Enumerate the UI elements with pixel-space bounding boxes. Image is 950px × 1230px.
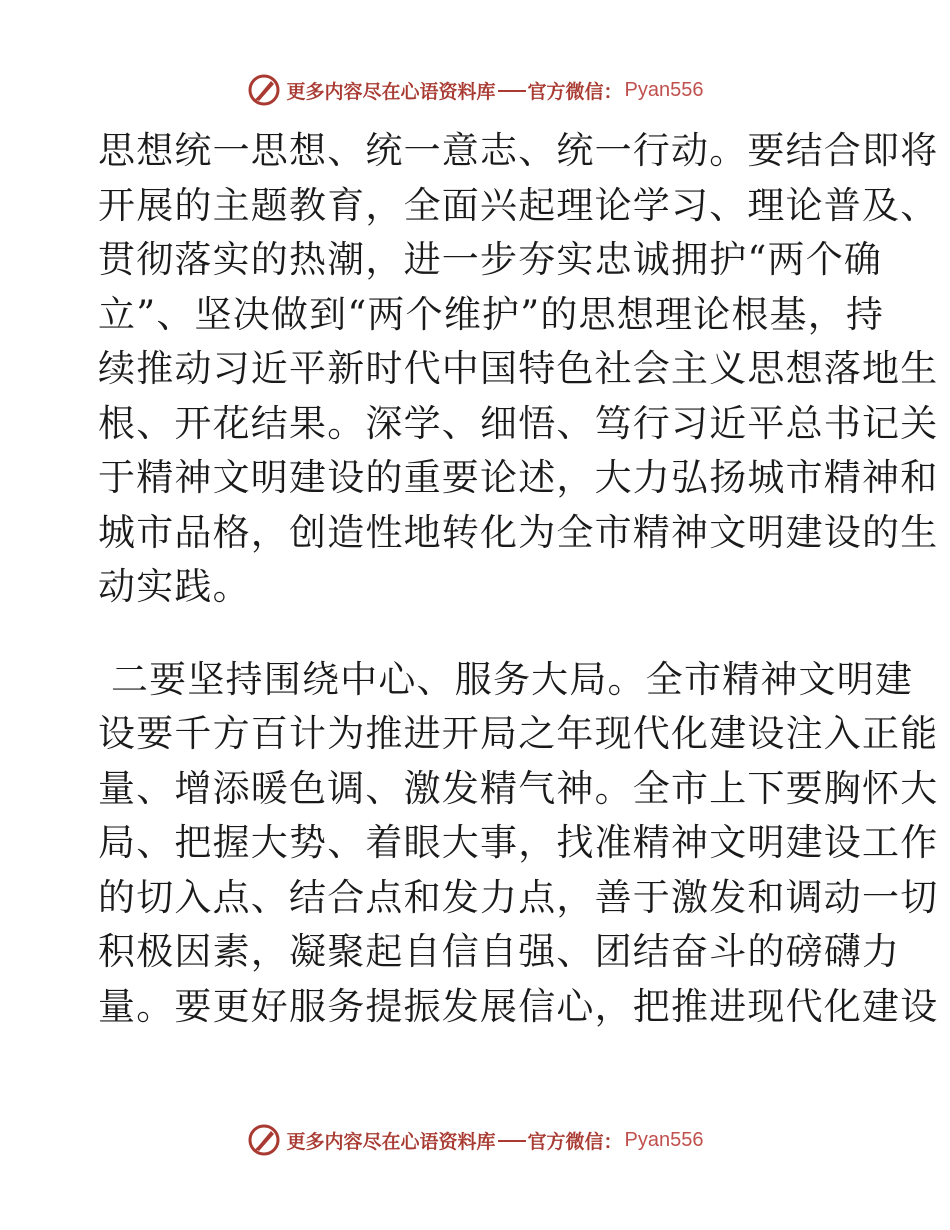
text-line: 局、把握大势、着眼大事，找准精神文明建设工作 [98,821,939,864]
footer-banner [0,1122,950,1158]
text-line: 二要坚持围绕中心、服务大局。全市精神文明建 [98,657,914,701]
header-banner [0,72,950,108]
paragraph-2 [98,653,939,1035]
text-line: 量、增添暖色调、激发精气神。全市上下要胸怀大 [98,766,939,810]
banner-wechat-id: Pyan556 [624,1128,704,1151]
text-line: 于精神文明建设的重要论述，大力弘扬城市精神和 [98,456,939,499]
text-line: 量。要更好服务提振发展信心，把推进现代化建设 [98,984,939,1028]
banner-title: 更多内容尽在心语资料库 [286,80,496,103]
paragraph-1 [98,124,939,615]
text-line: 开展的主题教育，全面兴起理论学习、理论普及、 [98,183,939,227]
quill-seal-icon [247,73,281,107]
text-line: 城市品格，创造性地转化为全市精神文明建设的生 [98,510,939,554]
banner-wechat-id: Pyan556 [624,78,704,101]
banner-dash [498,90,526,92]
banner-wechat-label: 官方微信： [527,80,623,103]
text-line: 根、开花结果。深学、细悟、笃行习近平总书记关 [98,401,939,445]
text-line: 立”、坚决做到“两个维护”的思想理论根基，持 [98,292,885,336]
text-line: 的切入点、结合点和发力点，善于激发和调动一切 [98,875,939,919]
banner-title: 更多内容尽在心语资料库 [286,1130,496,1153]
text-line: 设要千方百计为推进开局之年现代化建设注入正能 [98,712,939,755]
banner-wechat-label: 官方微信： [527,1130,623,1153]
text-line: 积极因素，凝聚起自信自强、团结奋斗的磅礴力 [98,930,901,973]
text-line: 动实践。 [98,565,251,608]
quill-seal-icon [247,1123,281,1157]
text-line: 续推动习近平新时代中国特色社会主义思想落地生 [98,347,939,390]
text-line: 贯彻落实的热潮，进一步夯实忠诚拥护“两个确 [98,238,883,281]
banner-dash [498,1140,526,1142]
text-line: 思想统一思想、统一意志、统一行动。要结合即将 [98,129,939,172]
document-body [98,124,939,1034]
